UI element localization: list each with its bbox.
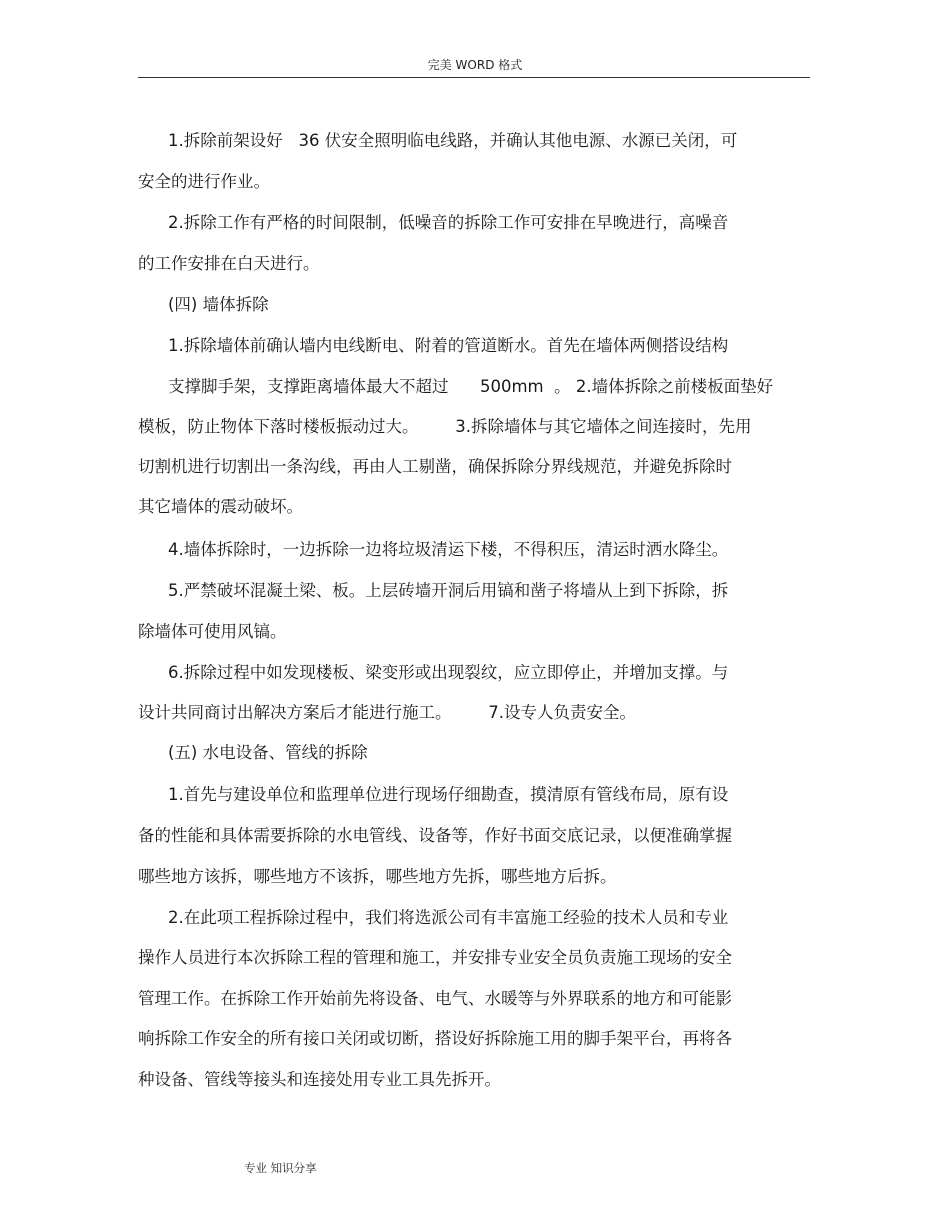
header-divider bbox=[138, 77, 810, 78]
body-line: 2.在此项工程拆除过程中，我们将选派公司有丰富施工经验的技术人员和专业 bbox=[168, 908, 729, 927]
section-heading: (五) 水电设备、管线的拆除 bbox=[168, 743, 368, 762]
body-line: 支撑脚手架，支撑距离墙体最大不超过 500mm 。 2.墙体拆除之前楼板面垫好 bbox=[168, 377, 774, 396]
body-line: 1.首先与建设单位和监理单位进行现场仔细勘查，摸清原有管线布局，原有设 bbox=[168, 785, 729, 804]
body-line: 备的性能和具体需要拆除的水电管线、设备等，作好书面交底记录，以便准确掌握 bbox=[138, 826, 732, 845]
body-line: 响拆除工作安全的所有接口关闭或切断，搭设好拆除施工用的脚手架平台，再将各 bbox=[138, 1029, 732, 1048]
body-line: 除墙体可使用风镐。 bbox=[138, 622, 287, 641]
body-line: 的工作安排在白天进行。 bbox=[138, 254, 320, 273]
body-line: 设计共同商讨出解决方案后才能进行施工。 7.设专人负责安全。 bbox=[138, 703, 636, 722]
body-line: 切割机进行切割出一条沟线，再由人工剔凿，确保拆除分界线规范，并避免拆除时 bbox=[138, 457, 732, 476]
body-line: 5.严禁破坏混凝土梁、板。上层砖墙开洞后用镐和凿子将墙从上到下拆除，拆 bbox=[168, 581, 729, 600]
page-footer: 专业 知识分享 bbox=[244, 1161, 317, 1175]
body-line: 6.拆除过程中如发现楼板、梁变形或出现裂纹，应立即停止，并增加支撑。与 bbox=[168, 663, 729, 682]
body-line: 操作人员进行本次拆除工程的管理和施工，并安排专业安全员负责施工现场的安全 bbox=[138, 948, 732, 967]
body-line: 其它墙体的震动破坏。 bbox=[138, 497, 303, 516]
section-heading: (四) 墙体拆除 bbox=[168, 295, 269, 314]
body-line: 安全的进行作业。 bbox=[138, 172, 270, 191]
body-line: 2.拆除工作有严格的时间限制，低噪音的拆除工作可安排在早晚进行，高噪音 bbox=[168, 213, 729, 232]
body-line: 模板，防止物体下落时楼板振动过大。 3.拆除墙体与其它墙体之间连接时，先用 bbox=[138, 417, 752, 436]
body-line: 1.拆除墙体前确认墙内电线断电、附着的管道断水。首先在墙体两侧搭设结构 bbox=[168, 336, 729, 355]
body-line: 哪些地方该拆，哪些地方不该拆，哪些地方先拆，哪些地方后拆。 bbox=[138, 867, 617, 886]
body-line: 4.墙体拆除时，一边拆除一边将垃圾清运下楼，不得积压，清运时洒水降尘。 bbox=[168, 540, 729, 559]
body-line: 1.拆除前架设好 36 伏安全照明临电线路，并确认其他电源、水源已关闭，可 bbox=[168, 131, 738, 150]
body-line: 管理工作。在拆除工作开始前先将设备、电气、水暖等与外界联系的地方和可能影 bbox=[138, 989, 732, 1008]
body-line: 种设备、管线等接头和连接处用专业工具先拆开。 bbox=[138, 1070, 501, 1089]
page-header-title: 完美 WORD 格式 bbox=[427, 58, 523, 72]
